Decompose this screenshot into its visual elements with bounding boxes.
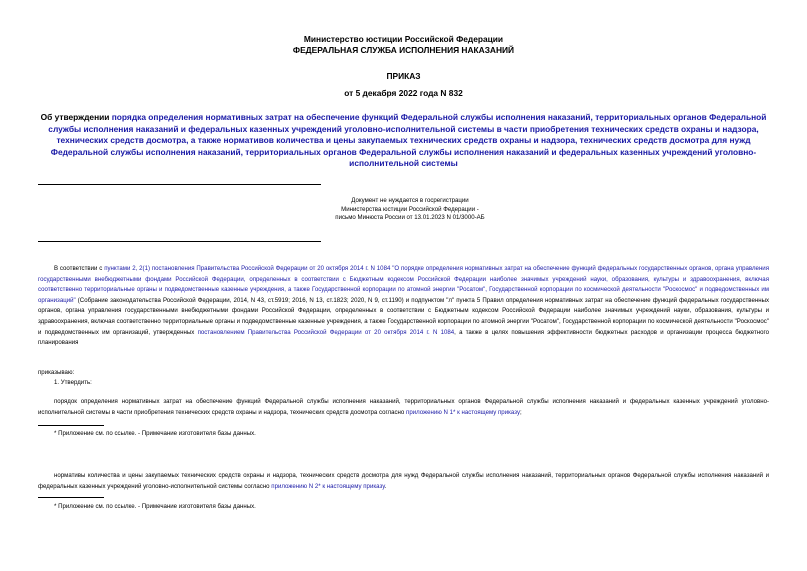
preamble-text-3: , а также в целях повышения эффективности бюджетных расходов и организации процесса бюджетного планирования: [38, 328, 769, 347]
preamble-link-rules[interactable]: постановлением Правительства Российской Федерации от 20 октября 2014 г. N 1084: [197, 328, 455, 336]
paragraph-approve-norms: [38, 471, 769, 492]
title-link[interactable]: порядка определения нормативных затрат на обеспечение функций Федеральной службы исполнения наказаний, территориальных органов Федеральной службы исполнения наказаний и федеральных казенных учреждений уголовно-исполнительной системы в части приобретения технических средств охраны и надзора, технических средств досмотра, а также нормативов количества и цены закупаемых технических средств охраны и надзора, технических средств досмотра для нужд Федеральной службы исполнения наказаний, территориальных органов Федеральной службы исполнения наказаний и федеральных казенных учреждений уголовно-исполнительной системы: [48, 112, 767, 169]
footnote-2: * Приложение см. по ссылке. - Примечание изготовителя базы данных.: [54, 503, 256, 510]
preamble-paragraph: [38, 264, 769, 349]
preamble-link-decree[interactable]: пунктами 2, 2(1) постановления Правительства Российской Федерации от 20 октября 2014 г. N 1084 "О порядке определения нормативных затрат на обеспечение функций федеральных государственных органов, органа управления государственными внебюджетными фондами Российской Федерации, определенных в соответствии с Бюджетным кодексом Российской Федерации наиболее значимых учреждений науки, образования, культуры и здравоохранения, включая соответственно территориальные органы и подведомственные казенные учреждения, а также Государственной корпорации по атомной энергии "Росатом", Государственной корпорации по космической деятельности "Роскосмос" и подведомственных им организаций": [38, 265, 770, 304]
divider-top: [38, 184, 321, 185]
registration-note-line3: письмо Минюста России от 13.01.2023 N 01/3000-АБ: [335, 214, 485, 222]
document-type: ПРИКАЗ: [386, 71, 421, 81]
preamble-text-1: В соответствии с: [54, 265, 105, 272]
appendix-2-link[interactable]: приложению N 2* к настоящему приказу: [271, 482, 385, 490]
preamble-text-2: (Собрание законодательства Российской Федерации, 2014, N 43, ст.5919; 2016, N 13, ст.1823; 2020, N 9, ст.1190) и подпунктом "л" пункта 5 Правил определения нормативных затрат на обеспечение функций федеральных государственных органов, органа управления государственными внебюджетными фондами Российской Федерации, определенных в соответствии с Бюджетным кодексом Российской Федерации наиболее значимых учреждений науки, образования, культуры и здравоохранения, включая соответственно территориальные органы и подведомственные казенные учреждения, а также Государственной корпорации по атомной энергии "Росатом", Государственной корпорации по космической деятельности "Роскосмос" и подведомственных им организаций, утвержденных: [38, 296, 769, 336]
document-title: [38, 112, 769, 170]
registration-note: [300, 197, 520, 223]
paragraph-approve-procedure: [38, 397, 769, 418]
paragraph-a-text: порядок определения нормативных затрат на обеспечение функций Федеральной службы исполнения наказаний, территориальных органов Федеральной службы исполнения наказаний и федеральных казенных учреждений уголовно-исполнительной системы в части приобретения технических средств охраны и надзора, технических средств досмотра согласно: [38, 398, 769, 416]
divider-bottom: [38, 241, 321, 242]
registration-note-line2: Министерства юстиции Российской Федерации -: [341, 205, 479, 213]
document-header: [0, 34, 807, 56]
paragraph-a-end: ;: [520, 408, 522, 416]
title-prefix: Об утверждении: [40, 112, 112, 122]
item-1: 1. Утвердить:: [54, 379, 92, 386]
paragraph-b-end: .: [384, 482, 387, 490]
service-name: ФЕДЕРАЛЬНАЯ СЛУЖБА ИСПОЛНЕНИЯ НАКАЗАНИЙ: [292, 45, 515, 55]
ministry-name: Министерство юстиции Российской Федерации: [303, 34, 504, 44]
footnote-1: * Приложение см. по ссылке. - Примечание изготовителя базы данных.: [54, 430, 256, 437]
appendix-1-link[interactable]: приложению N 1* к настоящему приказу: [406, 408, 520, 416]
registration-note-line1: Документ не нуждается в госрегистрации: [351, 197, 469, 204]
footnote-divider-2: [38, 497, 104, 498]
document-date-number: от 5 декабря 2022 года N 832: [344, 88, 463, 98]
paragraph-b-text: нормативы количества и цены закупаемых технических средств охраны и надзора, технических средств досмотра для нужд Федеральной службы исполнения наказаний, территориальных органов Федеральной службы исполнения наказаний и федеральных казенных учреждений уголовно-исполнительной системы согласно: [38, 472, 769, 490]
order-word: приказываю:: [38, 369, 75, 376]
footnote-divider-1: [38, 425, 104, 426]
